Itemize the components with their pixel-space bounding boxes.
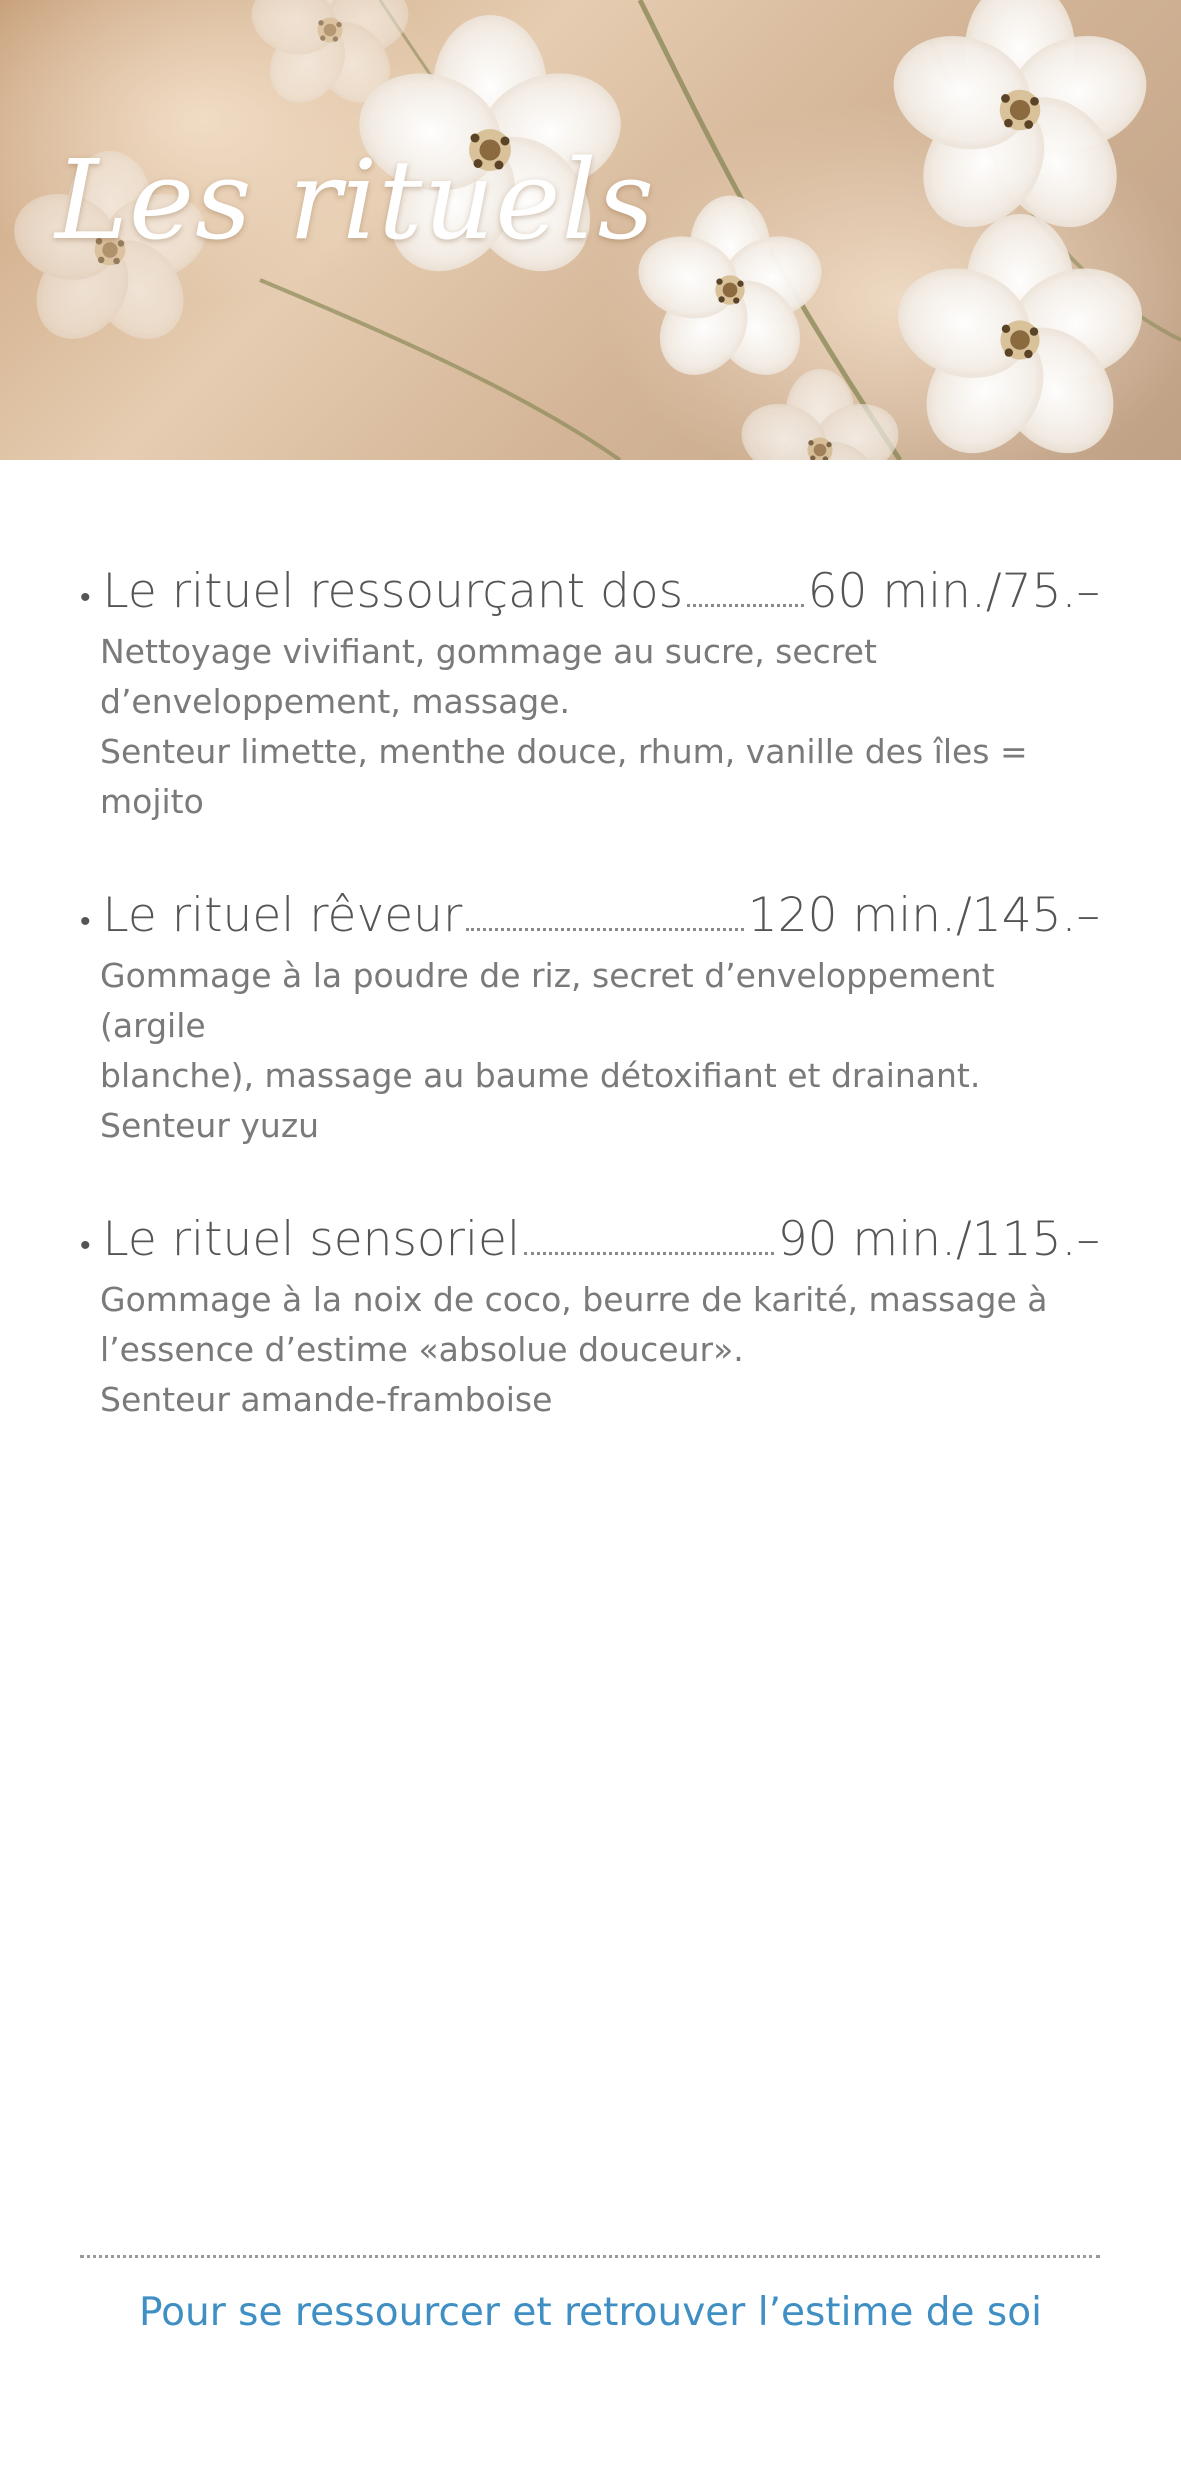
bullet-icon: • <box>80 904 91 940</box>
ritual-description: Nettoyage vivifiant, gommage au sucre, secret d’enveloppement, massage. <box>100 632 877 722</box>
ritual-heading <box>80 565 1100 619</box>
ritual-item <box>80 889 1100 1151</box>
ritual-item <box>80 1213 1100 1425</box>
ritual-heading <box>80 889 1100 943</box>
ritual-heading <box>80 1213 1100 1267</box>
dot-leader <box>524 1252 774 1255</box>
bullet-icon: • <box>80 580 91 615</box>
ritual-price: 60 min./75.– <box>807 564 1100 619</box>
footer-divider <box>80 2255 1100 2258</box>
ritual-scent: Senteur amande-framboise <box>100 1380 553 1420</box>
ritual-description: Gommage à la poudre de riz, secret d’enveloppement (argile blanche), massage au baume détoxifiant et drainant. <box>100 956 995 1096</box>
ritual-scent: Senteur limette, menthe douce, rhum, vanille des îles = mojito <box>100 732 1028 822</box>
ritual-price: 90 min./115.– <box>777 1212 1100 1268</box>
ritual-description: Gommage à la noix de coco, beurre de karité, massage à l’essence d’estime «absolue douceur». <box>100 1280 1048 1370</box>
bullet-icon: • <box>80 1228 91 1264</box>
ritual-item <box>80 565 1100 827</box>
ritual-scent: Senteur yuzu <box>100 1106 320 1146</box>
hero-banner <box>0 0 1181 460</box>
dot-leader <box>687 604 803 607</box>
ritual-price: 120 min./145.– <box>747 888 1100 944</box>
ritual-name: Le rituel rêveur <box>102 888 463 944</box>
rituals-list <box>80 565 1100 1487</box>
ritual-name: Le rituel ressourçant dos <box>102 564 684 619</box>
dot-leader <box>466 928 744 931</box>
footer-tagline: Pour se ressourcer et retrouver l’estime de soi <box>139 2290 1042 2335</box>
ritual-name: Le rituel sensoriel <box>102 1212 521 1268</box>
page-title: Les rituels <box>55 136 656 264</box>
